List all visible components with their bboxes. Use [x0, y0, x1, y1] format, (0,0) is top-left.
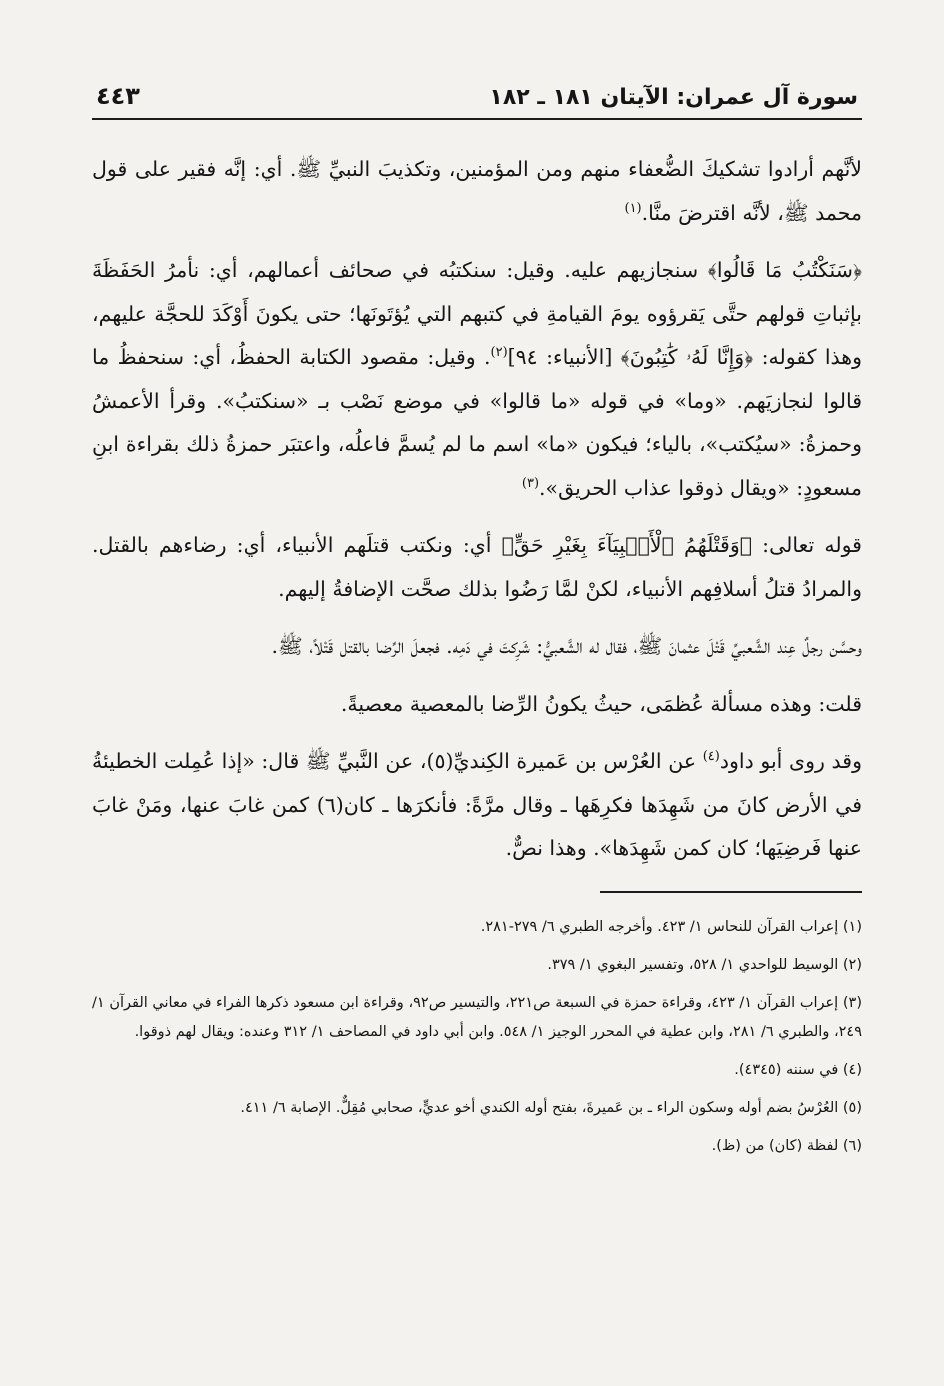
- footnote: (٥) العُرْسُ بضم أوله وسكون الراء ـ بن عَميرةَ، بفتح أوله الكندي أخو عديٍّ، صحابي مُقِلٌّ. الإصابة ٦/ ٤١١.: [240, 1099, 862, 1116]
- running-header: [92, 82, 862, 120]
- paragraph-text: قوله تعالى: ﴿وَقَتْلَهُمُ ٱلْأَنۢبِيَآءَ بِغَيْرِ حَقٍّ﴾ أي: ونكتب قتلَهم الأنبياء، أي: رضاءهم بالقتل. والمرادُ قتلُ أسلافِهم الأنبياء، لكنْ لمَّا رَضُوا بذلك صحَّت الإضافةُ إليهم.: [92, 533, 862, 601]
- footnote: (٦) لفظة (كان) من (ظ).: [711, 1137, 862, 1154]
- paragraph: ﴿سَنَكْتُبُ مَا قَالُوا﴾ سنجازيهم عليه. وقيل: سنكتبُه في صحائف أعمالهم، أي: نأمرُ الحَفَظَةَ بإثباتِ قولهم حتَّى يَقرؤوه يومَ القيامةِ في كتبهم التي يُؤتَونَها؛ حتى يكونَ أَوْكَدَ للحجَّة عليهم، وهذا كقوله: ﴿وَإِنَّا لَهُۥ كَٰتِبُونَ﴾ [الأنبياء: ٩٤]$^{(٢)}$. وقيل: مقصود الكتابة الحفظُ، أي: سنحفظُ ما قالوا لنجازيَهم. «وما» في قوله «ما قالوا» في موضع نَصْب بـ «سنكتبُ». وقرأ الأعمشُ وحمزةُ: «سيُكتب»، بالياء؛ فيكون «ما» اسم ما لم يُسمَّ فاعلُه، واعتبَر حمزةُ ذلك بقراءة ابنِ مسعودٍ: «ويقال ذوقوا عذاب الحريق».$^{(٣)}$: [92, 258, 863, 500]
- footnote: (٤) في سننه (٤٣٤٥).: [734, 1061, 862, 1078]
- footnote-divider: [600, 891, 862, 893]
- page-number: ٤٤٣: [96, 82, 140, 110]
- footnote-ref: (٢): [490, 345, 508, 361]
- paragraph: [92, 683, 862, 727]
- paragraph: [92, 625, 862, 669]
- paragraph-text: قلت: وهذه مسألة عُظمَى، حيثُ يكونُ الرِّضا بالمعصية معصيةً.: [340, 691, 862, 716]
- paragraph-text: وحسَّن رجلٌ عِند الشَّعبيِّ قَتْلَ عثمانَ ﷺ، فقال له الشَّعبيُّ: شَرِكتَ في دَمِه. فجعلَ الرِّضا بالقتل قَتْلاً، ﷺ.: [271, 634, 862, 658]
- main-text: [92, 148, 862, 871]
- paragraph-text: لأنَّهم أرادوا تشكيكَ الضُّعفاء منهم ومن المؤمنين، وتكذيبَ النبيِّ ﷺ. أي: إنَّه فقير على قول محمد ﷺ، لأنَّه اقترضَ منَّا.: [92, 157, 862, 225]
- paragraph-text-continued: . وقيل: مقصود الكتابة الحفظُ، أي: سنحفظُ ما قالوا لنجازيَهم. «وما» في قوله «ما قالوا» في موضع نَصْب بـ «سنكتبُ». وقرأ الأعمشُ وحمزةُ: «سيُكتب»، بالياء؛ فيكون «ما» اسم ما لم يُسمَّ فاعلُه، واعتبَر حمزةُ ذلك بقراءة ابنِ مسعودٍ: «ويقال ذوقوا عذاب الحريق».: [92, 345, 862, 500]
- paragraph: [92, 740, 862, 871]
- footnote: (٢) الوسيط للواحدي ١/ ٥٢٨، وتفسير البغوي ١/ ٣٧٩.: [547, 956, 862, 973]
- paragraph-text: ﴿سَنَكْتُبُ مَا قَالُوا﴾ سنجازيهم عليه. وقيل: سنكتبُه في صحائف أعمالهم، أي: نأمرُ الحَفَظَةَ بإثباتِ قولهم حتَّى يَقرؤوه يومَ القيامةِ في كتبهم التي يُؤتَونَها؛ حتى يكونَ أَوْكَدَ للحجَّة عليهم، وهذا كقوله: ﴿وَإِنَّا لَهُۥ كَٰتِبُونَ﴾ [الأنبياء: ٩٤]: [92, 258, 863, 369]
- footnote-ref: (٤): [702, 749, 720, 765]
- footnotes: [92, 913, 862, 1161]
- paragraph-text-continued: عن العُرْس بن عَميرة الكِنديِّ(٥)، عن النَّبيِّ ﷺ قال: «إذا عُمِلت الخطيئةُ في الأرض كانَ من شَهِدَها فكرِهَها ـ وقال مرَّةً: فأنكرَها ـ كان(٦) كمن غابَ عنها، ومَنْ غابَ عنها فَرضِيَها؛ كان كمن شَهِدَها». وهذا نصٌّ.: [92, 749, 863, 860]
- paragraph-text: وقد روى أبو داود: [719, 749, 862, 773]
- footnote: (١) إعراب القرآن للنحاس ١/ ٤٢٣. وأخرجه الطبري ٦/ ٢٧٩-٢٨١.: [480, 918, 862, 935]
- running-title: سورة آل عمران: الآيتان ١٨١ ـ ١٨٢: [489, 85, 858, 110]
- paragraph: [92, 524, 862, 611]
- footnote-ref: (١): [624, 200, 642, 216]
- footnote: (٣) إعراب القرآن ١/ ٤٢٣، وقراءة حمزة في السبعة ص٢٢١، والتيسير ص٩٢، وقراءة ابن مسعود ذكرها الفراء في معاني القرآن ١/ ٢٤٩، والطبري ٦/ ٢٨١، وابن عطية في المحرر الوجيز ١/ ٥٤٨. وابن أبي داود في المصاحف ١/ ٣١٢ وعنده: ويقال لهم ذوقوا.: [92, 994, 862, 1040]
- paragraph: [92, 148, 862, 235]
